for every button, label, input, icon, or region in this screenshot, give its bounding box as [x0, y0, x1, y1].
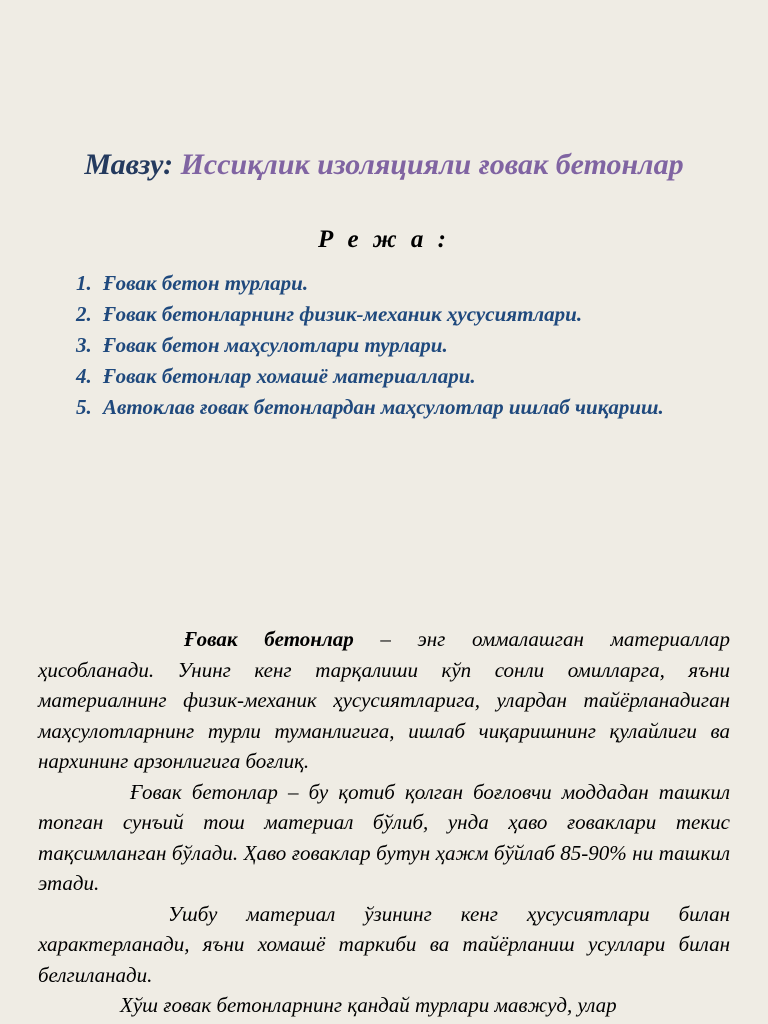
- plan-item-text: Ғовак бетонларнинг физик-механик ҳусусиятлари.: [103, 302, 583, 326]
- plan-item-number: 5.: [76, 395, 92, 419]
- plan-item-text: Автоклав ғовак бетонлардан маҳсулотлар ишлаб чиқариш.: [103, 395, 664, 419]
- plan-item-number: 4.: [76, 364, 92, 388]
- plan-heading: Р е ж а :: [318, 226, 450, 253]
- plan-item-number: 1.: [76, 271, 92, 295]
- plan-item-number: 2.: [76, 302, 92, 326]
- paragraph-definition: Ғовак бетонлар – бу қотиб қолган боғловчи моддадан ташкил топган сунъий тош материал бўлиб, унда ҳаво ғоваклари текис тақсимланган бўлади. Ҳаво ғоваклар бутун ҳажм бўйлаб 85-90% ни ташкил этади.: [38, 779, 730, 895]
- plan-list: [76, 268, 716, 423]
- plan-item: [76, 392, 716, 423]
- title-topic: Иссиқлик изоляцияли ғовак бетонлар: [180, 148, 684, 181]
- paragraph-intro-text: – энг оммалашган материаллар ҳисобланади. Унинг кенг тарқалиши кўп сонли омилларга, яъни материалнинг физик-механик ҳусусиятларига, улардан тайёрланадиган маҳсулотларнинг турли туманлигига, ишлаб чиқаришнинг қулайлиги ва нархининг арзонлигига боғлиқ.: [38, 627, 730, 773]
- plan-item: [76, 361, 716, 392]
- title-prefix: Мавзу:: [84, 148, 174, 181]
- page-title: [0, 148, 768, 182]
- plan-item-text: Ғовак бетон турлари.: [103, 271, 309, 295]
- plan-item-text: Ғовак бетонлар хомашё материаллари.: [103, 364, 476, 388]
- plan-item-text: Ғовак бетон маҳсулотлари турлари.: [103, 333, 448, 357]
- paragraph-types: Хўш ғовак бетонларнинг қандай турлари мавжуд, улар: [120, 993, 617, 1017]
- plan-item: [76, 330, 716, 361]
- plan-item-number: 3.: [76, 333, 92, 357]
- body-text: [38, 624, 730, 1021]
- paragraph-properties: Ушбу материал ўзининг кенг ҳусусиятлари билан характерланади, яъни хомашё таркиби ва тайёрланиш усуллари билан белгиланади.: [38, 901, 730, 987]
- plan-item: [76, 268, 716, 299]
- term-porous-concrete: Ғовак бетонлар: [184, 627, 354, 651]
- plan-item: [76, 299, 716, 330]
- paragraph-intro: [38, 624, 730, 777]
